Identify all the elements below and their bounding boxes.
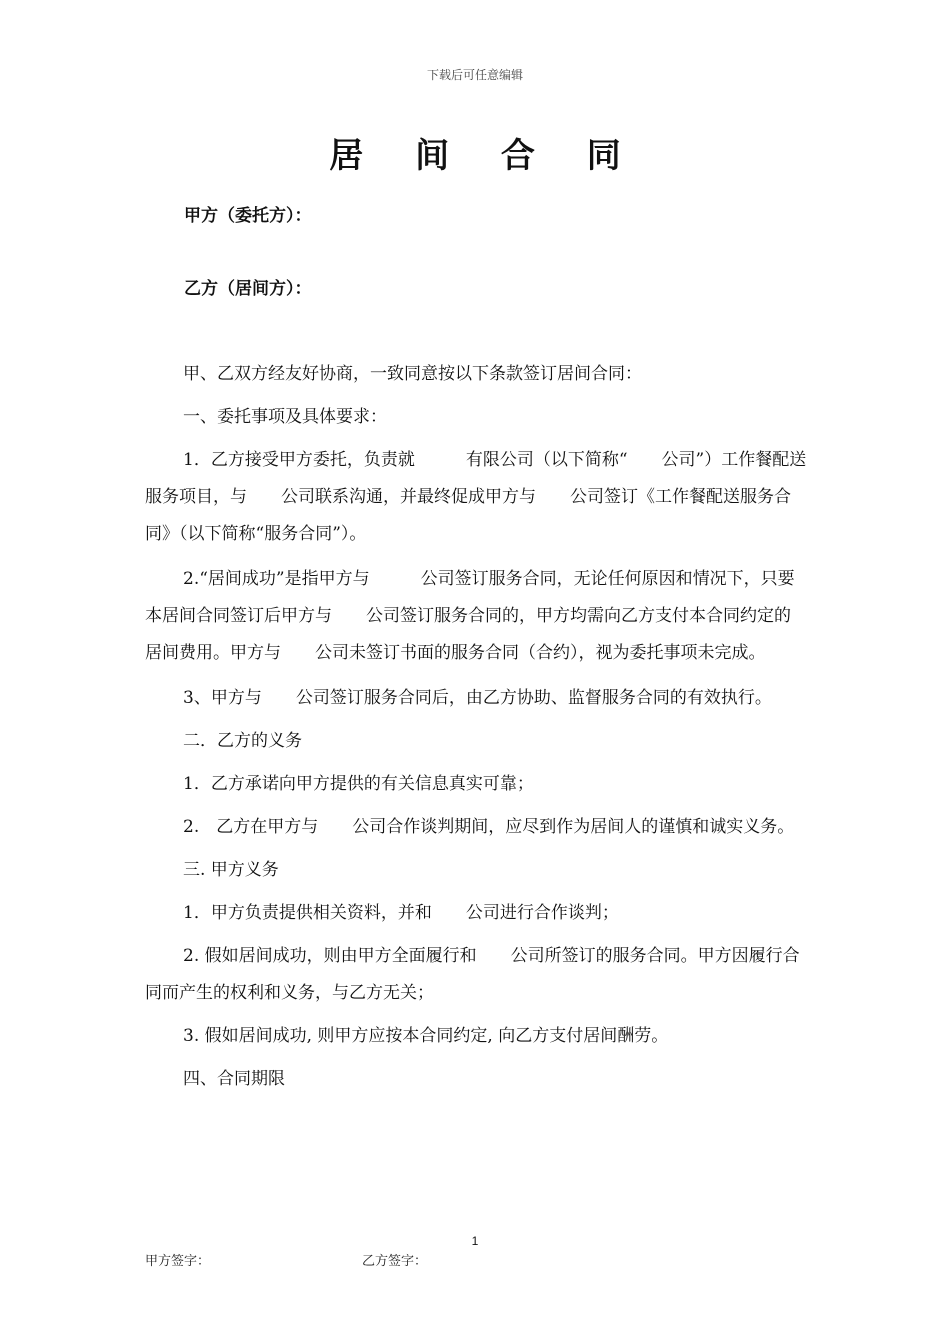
clause-paragraph: 2. 乙方在甲方与 公司合作谈判期间，应尽到作为居间人的谨慎和诚实义务。 bbox=[183, 817, 795, 837]
section-heading: 三. 甲方义务 bbox=[183, 860, 279, 880]
section-heading: 四、合同期限 bbox=[183, 1069, 285, 1089]
clause-paragraph: 3、甲方与 公司签订服务合同后，由乙方协助、监督服务合同的有效执行。 bbox=[183, 688, 772, 708]
clause-paragraph: 1．乙方接受甲方委托，负责就 有限公司（以下简称“ 公司”）工作餐配送服务项目，与 公司联系沟通，并最终促成甲方与 公司签订《工作餐配送服务合同》（以下简称“服务合同”）。 bbox=[145, 450, 807, 544]
intro-paragraph: 甲、乙双方经友好协商，一致同意按以下条款签订居间合同： bbox=[183, 364, 642, 384]
document-title: 居 间 合 同 bbox=[329, 136, 641, 176]
party-a-signature-label: 甲方签字： bbox=[145, 1254, 211, 1269]
section-heading: 一、委托事项及具体要求： bbox=[183, 407, 387, 427]
header-note: 下载后可任意编辑 bbox=[426, 68, 523, 82]
contract-body bbox=[145, 356, 807, 1098]
party-a-label: 甲方（委托方）： bbox=[184, 206, 312, 226]
party-b-label: 乙方（居间方）： bbox=[184, 279, 312, 299]
clause-paragraph: 3. 假如居间成功, 则甲方应按本合同约定, 向乙方支付居间酬劳。 bbox=[183, 1026, 669, 1046]
clause-paragraph: 1．乙方承诺向甲方提供的有关信息真实可靠； bbox=[183, 774, 534, 794]
page-number: 1 bbox=[471, 1234, 479, 1248]
party-b-signature-label: 乙方签字： bbox=[362, 1254, 428, 1269]
clause-paragraph: 1．甲方负责提供相关资料，并和 公司进行合作谈判； bbox=[183, 903, 619, 923]
section-heading: 二．乙方的义务 bbox=[183, 731, 302, 751]
clause-paragraph: 2.“居间成功”是指甲方与 公司签订服务合同，无论任何原因和情况下，只要本居间合同签订后甲方与 公司签订服务合同的，甲方均需向乙方支付本合同约定的居间费用。甲方与 公司未签订书面的服务合同（合约），视为委托事项未完成。 bbox=[145, 569, 795, 663]
clause-paragraph: 2. 假如居间成功，则由甲方全面履行和 公司所签订的服务合同。甲方因履行合同而产生的权利和义务，与乙方无关； bbox=[145, 946, 800, 1003]
